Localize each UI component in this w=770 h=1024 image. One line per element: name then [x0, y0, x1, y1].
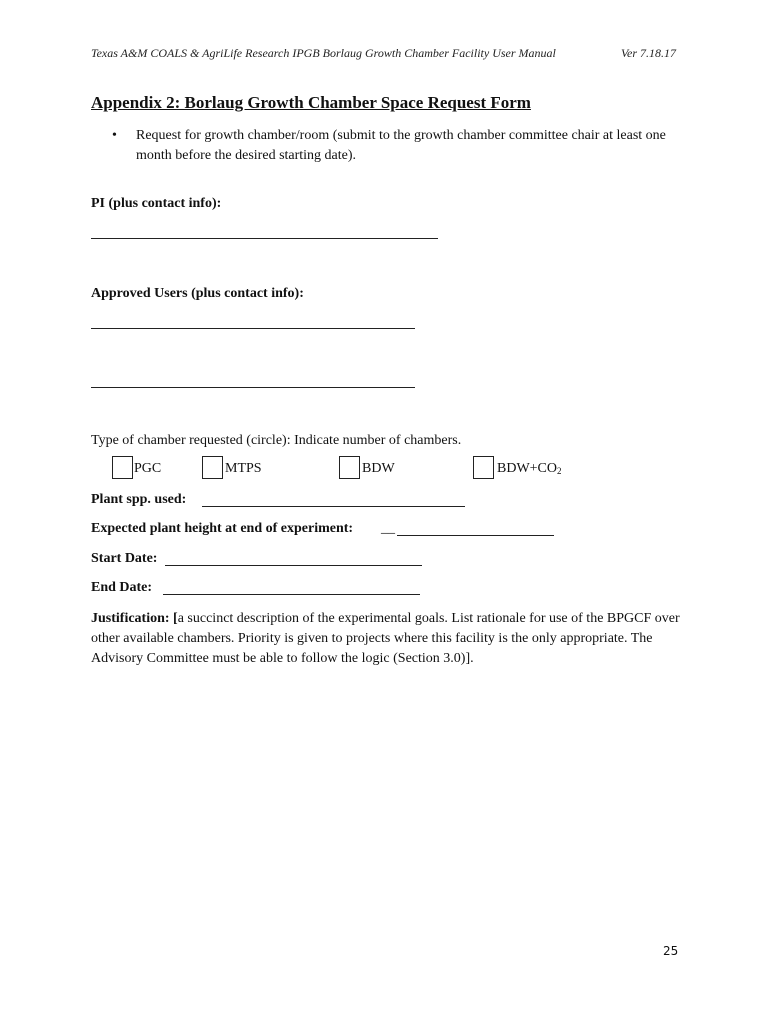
page-number: 25 [663, 944, 679, 958]
approved-users-entry-line-1[interactable] [91, 328, 415, 329]
page-title: Appendix 2: Borlaug Growth Chamber Space Request Form [91, 93, 531, 112]
end-date-entry-line[interactable] [163, 594, 420, 595]
instruction-text: Request for growth chamber/room (submit to the growth chamber committee chair at least one month before the desired starting date). [136, 128, 666, 163]
plant-spp-entry-line[interactable] [202, 506, 465, 507]
approved-users-label: Approved Users (plus contact info): [91, 286, 304, 301]
plant-height-prefix: __ [381, 521, 395, 536]
plant-spp-label: Plant spp. used: [91, 492, 187, 507]
pgc-option-label: PGC [134, 461, 162, 476]
justification-label: Justification: [ [91, 611, 178, 626]
plant-height-label: Expected plant height at end of experiment: [91, 521, 354, 536]
running-header-title: Texas A&M COALS & AgriLife Research IPGB Borlaug Growth Chamber Facility User Manual [91, 46, 556, 60]
bdw-checkbox[interactable] [339, 456, 360, 479]
bdw-co2-main-text: BDW+CO [497, 461, 558, 476]
justification-text: a succinct description of the experimental goals. List rationale for use of the BPGCF over other available chambers. Priority is given to projects where this facility is the only appropriate. The Advisory Committee must be able to follow the logic (Section 3.0)]. [91, 611, 680, 666]
bdw-co2-subscript: 2 [557, 466, 562, 476]
chamber-type-label: Type of chamber requested (circle): Indicate number of chambers. [91, 433, 462, 448]
end-date-label: End Date: [91, 580, 153, 595]
plant-height-entry-line[interactable] [397, 535, 554, 536]
bdw-co2-option-label [497, 461, 562, 477]
running-header-version: Ver 7.18.17 [621, 46, 676, 60]
bdw-co2-checkbox[interactable] [473, 456, 494, 479]
pi-label: PI (plus contact info): [91, 196, 222, 211]
mtps-checkbox[interactable] [202, 456, 223, 479]
bdw-option-label: BDW [362, 461, 395, 476]
justification-paragraph [91, 609, 691, 669]
approved-users-entry-line-2[interactable] [91, 387, 415, 388]
pi-entry-line[interactable] [91, 238, 438, 239]
pgc-checkbox[interactable] [112, 456, 133, 479]
start-date-entry-line[interactable] [165, 565, 422, 566]
start-date-label: Start Date: [91, 551, 158, 566]
mtps-option-label: MTPS [225, 461, 262, 476]
bullet-icon: • [112, 128, 117, 143]
